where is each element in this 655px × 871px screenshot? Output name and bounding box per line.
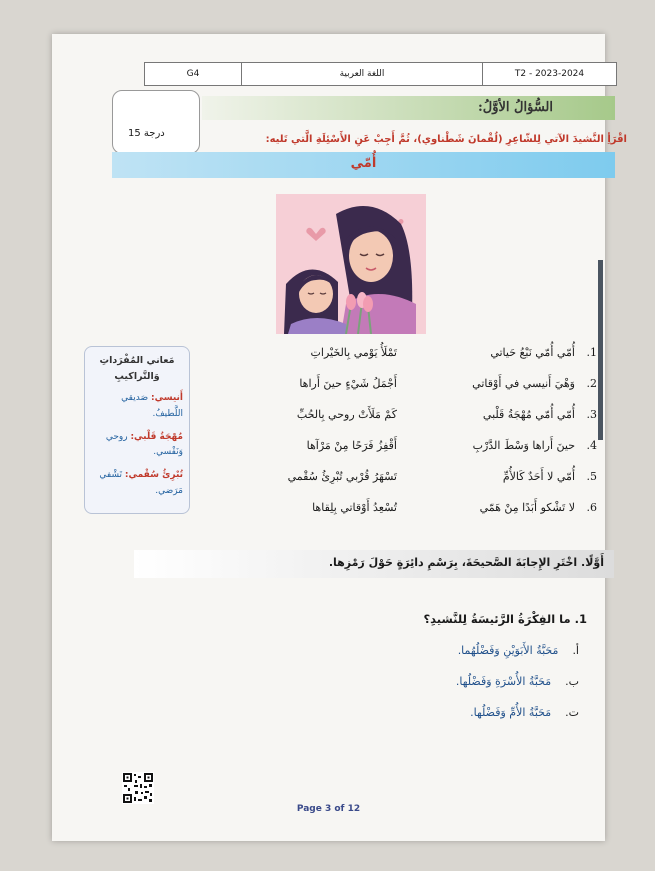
mother-daughter-illustration	[276, 194, 426, 334]
header-table	[144, 62, 617, 86]
line-first-hemistich: وَهْيَ أَنيسي في أَوْقاتي	[472, 377, 575, 390]
worksheet-page	[52, 34, 627, 841]
line-number: 3.	[586, 408, 597, 421]
line-number: 6.	[586, 501, 597, 514]
vocab-definition: روحي وَنَفْسي.	[105, 431, 183, 458]
question-title: السُّؤالُ الأوَّلُ:	[477, 100, 553, 115]
page-number: Page 3 of 12	[296, 804, 361, 814]
page-edge-shadow	[598, 260, 603, 440]
vocab-term: أَنيسي:	[150, 393, 183, 404]
vocabulary-item	[91, 430, 183, 461]
vocabulary-item	[91, 468, 183, 499]
mcq-block	[202, 612, 587, 737]
poem-line	[202, 346, 597, 377]
poem-line	[202, 377, 597, 408]
score-box	[112, 90, 200, 154]
line-first-hemistich: أُمّي أُمّي مُهْجَةُ قَلْبي	[482, 408, 575, 421]
poem-title: أُمّي	[350, 156, 377, 171]
option-text: مَحَبَّةُ الأَبَوَيْنِ وَفَضْلُهُما.	[457, 644, 559, 657]
score-label: 15 درجة	[128, 128, 165, 139]
mcq-question: 1. ما الفِكْرَةُ الرَّئيسَةُ لِلنَّشيدِ؟	[423, 612, 587, 626]
poem-line	[202, 439, 597, 470]
line-number: 5.	[586, 470, 597, 483]
qr-code-icon	[122, 772, 154, 804]
vocabulary-box	[84, 346, 190, 514]
mcq-option-b[interactable]	[202, 675, 587, 688]
vocabulary-item	[91, 391, 183, 422]
line-first-hemistich: لا تَشْكو أَبَدًا مِنْ هَمّي	[479, 501, 575, 514]
poem-line	[202, 470, 597, 501]
vocab-term: تُبْرِئُ سُقْمي:	[124, 470, 183, 481]
illustration-svg	[276, 194, 426, 334]
line-second-hemistich: تَسْهَرُ قُرْبي تُبْرِئُ سُقْمي	[287, 470, 397, 483]
option-key: ب.	[565, 675, 579, 688]
vocab-definition: صَديقي اللَّطيفُ.	[121, 393, 183, 419]
line-number: 4.	[586, 439, 597, 452]
mcq-option-c[interactable]	[202, 706, 587, 719]
line-second-hemistich: تُسْعِدُ أَوْقاتي بِلِقاها	[312, 501, 397, 514]
section-instruction: أَوَّلًا. اخْتَرِ الإِجابَةَ الصَّحيحَةَ، بِرَسْمِ دائِرَةٍ حَوْلَ رَمْزِها.	[328, 556, 604, 569]
poem-line	[202, 408, 597, 439]
line-number: 1.	[586, 346, 597, 359]
option-key: ت.	[565, 706, 579, 719]
line-first-hemistich: حينَ أَراها وَسْطَ الدَّرْبِ	[472, 439, 575, 452]
term-cell: T2 - 2023-2024	[514, 69, 585, 79]
poem-lines	[202, 346, 597, 532]
poem-line	[202, 501, 597, 532]
vocab-definition: تَشْفي مَرَضي.	[99, 470, 183, 496]
grade-cell: G4	[145, 63, 242, 85]
mcq-option-a[interactable]	[202, 644, 587, 657]
option-key: أ.	[572, 644, 579, 657]
subject-cell: اللغة العربية	[242, 63, 483, 85]
line-second-hemistich: تَمْلَأُ يَوْمي بِالخَيْراتِ	[310, 346, 397, 359]
line-number: 2.	[586, 377, 597, 390]
option-text: مَحَبَّةُ الأُمِّ وَفَضْلُها.	[470, 706, 552, 719]
line-first-hemistich: أُمّي لا أَحَدٌ كَالأُمِّ	[502, 470, 575, 483]
line-second-hemistich: أَجْمَلُ شَيْءٍ حينَ أَراها	[299, 377, 397, 390]
vocabulary-heading: مَعاني المُفْرَداتِ وَالتَّراكيبِ	[99, 355, 175, 383]
question-instruction: اقْرَأِ النَّشيدَ الآتي لِلشّاعِرِ (لُقْمانَ شَطْناوي)، ثُمَّ أَجِبْ عَنِ الأَسْئِلَةِ الَّتي تَليه:	[265, 134, 627, 145]
line-first-hemistich: أُمّي أُمّي نَبْعُ حَياتي	[490, 346, 575, 359]
line-second-hemistich: أَقْفِزُ فَرَحًا مِنْ مَرْآها	[306, 439, 397, 452]
line-second-hemistich: كَمْ مَلَأَتْ روحي بِالحُبِّ	[296, 408, 397, 421]
question-banner	[202, 96, 615, 120]
option-text: مَحَبَّةُ الأُسْرَةِ وَفَضْلُها.	[455, 675, 552, 688]
vocab-term: مُهْجَةُ قَلْبي:	[130, 431, 183, 442]
